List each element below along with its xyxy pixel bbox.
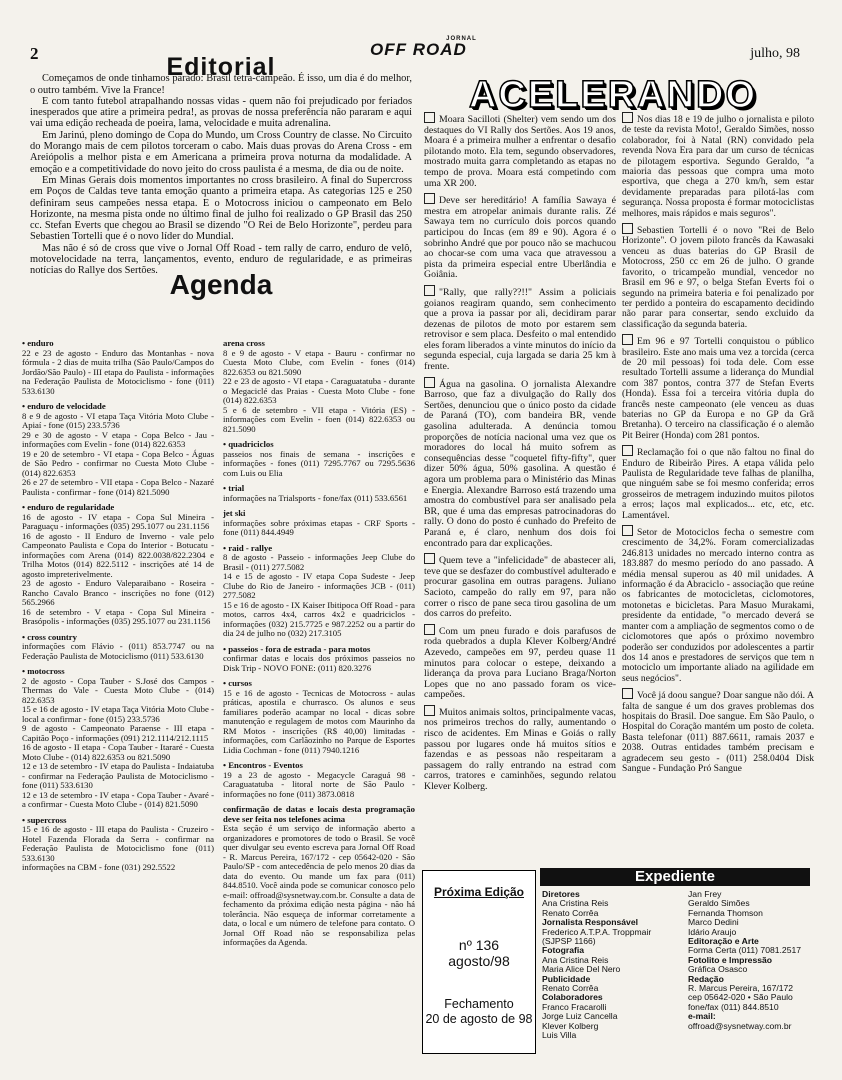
agenda-entry: 15 e 16 de agosto - III etapa do Paulista - Cruzeiro - Hotel Fazenda Florada da Serra - confirmar na Federação Paulista de Motociclismo fone (011) 533.6130 [22, 824, 214, 863]
closing-info [423, 997, 535, 1027]
news-text: Nos dias 18 e 19 de julho o jornalista e piloto de teste da revista Moto!, Geraldo Simões, nosso colaborador, foi à Natal (RN) convidado pela revenda Nova Era para dar um curso de técnicas de pilotagem esportiva. Segundo Geraldo, "a maioria das pessoas que compra uma moto esportiva, que chega a 270 km/h, sem estar devidamente preparadas para pilotá-las com segurança. Nossa proposta é formar motociclistas melhores, mais rápidos e mais seguros". [622, 114, 814, 219]
hand-pointer-icon [424, 193, 435, 204]
agenda-entry: informações sobre próximas etapas - CRF Sports - fone (011) 844.4949 [223, 517, 415, 537]
expediente-name: Maria Alice Del Nero [542, 964, 621, 975]
agenda-entry: 22 e 23 de agosto - VI etapa - Caraguatatuba - durante o Megaciclé das Praias - Cuesta Moto Clube - fone (014) 822.6353 [223, 376, 415, 405]
agenda-entry: 29 e 30 de agosto - V etapa - Copa Belco - Jau - informações com Evelin - fone (014) 822.6353 [22, 429, 214, 449]
agenda-category: • raid - rallye [223, 542, 273, 553]
expediente-role: e-mail: [688, 1011, 716, 1022]
expediente-name: R. Marcus Pereira, 167/172 [688, 983, 794, 994]
news-text: Reclamação foi o que não faltou no final do Enduro de Ribeirão Pires. A etapa válida pelo Paulista de Regularidade teve falhas de planilha, que ninguém sabe se foi mesmo conferida; erros grosseiros de metragem induzindo muitos pilotos a erros; laços mal explicados... etc, etc, etc. Lamentável. [622, 447, 814, 521]
expediente-name: Gráfica Osasco [688, 964, 748, 975]
news-text: Água na gasolina. O jornalista Alexandre Barroso, que faz a divulgação do Rally dos Sertões, denunciou que o único posto da cidade de Paraná (TO), com bandeira BR, vende gasolina adulterada. A denúncia tomou proporções de notícia nacional uma vez que os moradores do local há muito sofrem as consequências desse "coquetel fifty-fifty", quer dizer 50% água, 50% gasolina. A questão é agora um problema para o Ministério das Minas e Energia. Alexandre Barroso está trazendo uma amostra do combustível para ser analisado pela BR, que é uma das empresas patrocinadoras do rally. O dono do posto é cunhado do Prefeito de Paraná e, é claro, nenhum dos dois foi encontrado para dar explicações. [424, 378, 616, 549]
agenda-entry: Esta seção é um serviço de informação aberto a organizadores e promotores de todo o Brasil. Se você quer divulgar seu evento escreva para Jornal Off Road - R. Marcus Pereira, 167/172 - cep 05642-020 - São Paulo/SP - com antecedência de pelo menos 20 dias da data do evento. Ou mande um fax para (011) 844.8510. Você ainda pode se comunicar conosco pelo e-mail: offroad@sysnetway.com.br. Consulte a data de fechamento da próxima edição nesta página - não há tolerância. Não esqueça de informar corretamente a data, o local e um número de telefone para contato. O Jornal Off Road não se responsabiliza pelas informações da Agenda. [223, 823, 415, 947]
expediente-name: Luis Villa [542, 1030, 577, 1041]
news-text: Moara Sacilloti (Shelter) vem sendo um dos destaques do VI Rally dos Sertões. Aos 19 anos, Moara é a primeira mulher a enfrentar o desafio pilotando moto. Ela tem, segundo observadores, mostrado muita garra completando as etapas no tempo de prova. Moara está competindo com uma XR 200. [424, 114, 616, 189]
agenda-left-column [22, 333, 214, 873]
agenda-entry: informações com Flávio - (011) 853.7747 ou na Federação Paulista de Motociclismo (011) 533.6130 [22, 641, 214, 661]
expediente-name: Renato Corrêa [542, 983, 599, 994]
editorial-section [30, 53, 412, 300]
proxima-edicao-title: Próxima Edição [433, 885, 525, 899]
editorial-paragraph: Começamos de onde tinhamos parado: Brasil tetra-campeão. É isso, um dia é do melhor, o outro também. Vive la France! [30, 73, 412, 96]
expediente-name: Forma Certa (011) 7081.2517 [688, 945, 802, 956]
news-item [622, 334, 814, 441]
news-item [622, 688, 814, 774]
agenda-category: • supercross [22, 814, 67, 825]
agenda-entry: 15 e 16 de agosto - IV etapa Taça Vitória Moto Clube - local a confirmar - fone (015) 233.5736 [22, 704, 214, 724]
news-item [424, 112, 616, 189]
proxima-edicao-box [422, 870, 536, 1054]
closing-label: Fechamento [444, 997, 514, 1011]
hand-pointer-icon [424, 705, 435, 716]
hand-pointer-icon [622, 223, 633, 234]
news-text: Setor de Motociclos fecha o semestre com crescimento de 34,2%. Foram comercializadas 246.813 unidades no mercado interno contra as 183.887 do mesmo período do ano passado. A média mensal superou as 40 mil unidades. A informação é da Abraciclo - associação que reúne os fabricantes de motocicletas, ciclomotores, motonetas e bicicletas. Para Masuo Murakami, presidente da entidade, "o mercado deverá se manter com a ampliação de segmentos como o de ciclomotores que após o próximo novembro poderão ser conduzidos por adolescentes a partir dos 14 anos e prestadores de serviços que tem n motociclo um importante aliado na agilidade em seus negócios". [622, 527, 814, 684]
closing-date: 20 de agosto de 98 [425, 1012, 533, 1026]
news-text: Em 96 e 97 Tortelli conquistou o público brasileiro. Este ano mais uma vez a torcida (cerca de 20 mil pessoas) foi toda dele. Com esse resultado Tortelli assume a liderança do Mundial com 387 pontos, contra 377 de Stefan Everts (Honda). Essa foi a terceira vitória dupla do francês neste campeonato (ele venceu as duas baterias no GP da Europa e no GP da Grã Bretanha). O terceiro na classificação é o alemão Pit Beirer (Honda) com 281 pontos. [622, 336, 814, 441]
expediente-col-1 [542, 890, 680, 1041]
agenda-category: • quadriciclos [223, 439, 274, 449]
news-text: "Rally, que rally??!!" Assim a policiais goianos reagiram quando, sem conhecimento que a prova ia passar por ali, decidiram parar dezenas de pilotos de moto por estarem sem retrovisor e sem placa. Desfeito o mal entendido eles foram liberados a vinte minutos do início da segunda especial, cuja largada se daria 25 km à frente. [424, 286, 616, 373]
expediente-title: Expediente [540, 868, 810, 886]
agenda-category: • enduro de regularidade [22, 502, 115, 512]
page-header [30, 36, 800, 64]
expediente-name: Idário Araujo [688, 926, 737, 937]
agenda-category: • motocross [22, 666, 65, 676]
agenda-entry: 16 de agosto - II etapa - Copa Tauber - Itararé - Cuesta Moto Clube - (014) 822.6353 ou 821.5090 [22, 742, 214, 762]
editorial-body [30, 73, 412, 276]
expediente-role: Editoração e Arte [688, 936, 759, 947]
agenda-category: • enduro de velocidade [22, 401, 106, 411]
editorial-paragraph: Em Minas Gerais dois momentos importantes no cross brasileiro. A final do Supercross em Poços de Caldas teve tanta emoção quanto a primeira etapa. As categorias 125 e 250 definiram seus campeões nessa etapa. E o Motocross iniciou o campeonato em Belo Horizonte, na mesma pista onde no último final de julho foi realizado o GP Brasil das 250 cc. Stefan Everts que chegou ao Brasil se dizendo "O Rei de Belo Horizonte", perdeu para Sebastien Tortelli que é o novo líder do Mundial. [30, 174, 412, 243]
agenda-right-column [223, 333, 415, 948]
acelerando-title: ACELERANDO [468, 74, 758, 116]
expediente-name: Klever Kolberg [542, 1020, 599, 1031]
agenda-category: • enduro [22, 338, 54, 348]
expediente-role: Jornalista Responsável [542, 917, 639, 928]
expediente-role: Fotolito e Impressão [688, 954, 773, 965]
agenda-category: • trial [223, 483, 245, 493]
agenda-entry: 16 de setembro - V etapa - Copa Sul Mineira - Brasópolis - informações (035) 295.1077 ou 231.1156 [22, 606, 214, 626]
editorial-paragraph: Mas não é só de cross que vive o Jornal Off Road - tem rally de carro, enduro de velô, motovelocidade na terra, lançamentos, evento, enduro de regularidade, e as primeiras notícias do Rallye dos Sertões. [30, 242, 412, 277]
hand-pointer-icon [424, 377, 435, 388]
news-text: Deve ser hereditário! A família Sawaya é mestra em atropelar animais durante ralis. Zé Sawaya tem no currículo dois porcos quando participou do Incas (em 89 e 90). Agora é o sobrinho André que por pouco não se machucou ao chocar-se com uma vaca que atravessou a pista da primeira especial entre Uberlândia e Goiânia. [424, 195, 616, 281]
agenda-entry: confirmar datas e locais dos próximos passeios no Disk Trip - NOVO FONE: (011) 820.3276 [223, 653, 415, 673]
agenda-entry: 8 e 9 de agosto - V etapa - Bauru - confirmar no Cuesta Moto Clube, com Evelin - fones (014) 822.6353 ou 821.5090 [223, 347, 415, 377]
news-item [424, 377, 616, 550]
agenda-entry: 19 a 23 de agosto - Megacycle Caraguá 98 - Caraguatatuba - litoral norte de São Paulo - informações no fone (011) 3873.0818 [223, 769, 415, 799]
agenda-category: arena cross [223, 338, 265, 348]
expediente-name: cep 05642-020 • São Paulo [688, 992, 793, 1003]
hand-pointer-icon [622, 334, 633, 345]
expediente-name: Jan Frey [688, 889, 722, 899]
expediente-name: offroad@sysnetway.com.br [688, 1020, 792, 1031]
agenda-entry: informações na CBM - fone (031) 292.5522 [22, 862, 176, 872]
agenda-entry: 8 e 9 de agosto - VI etapa Taça Vitória Moto Clube - Apiaí - fone (015) 233.5736 [22, 410, 214, 430]
issue-number [423, 937, 535, 969]
agenda-entry: 22 e 23 de agosto - Enduro das Montanhas - nova fórmula - 2 dias de muita trilha (São Paulo/Campos do Jordão/São Paulo) - III etapa do Paulista - informações na Federação Paulista de Motociclismo - fone (011) 533.6130 [22, 347, 214, 396]
news-text: Você já doou sangue? Doar sangue não dói. A falta de sangue é um dos graves problemas dos hospitais do Brasil. Doe sangue. Em São Paulo, o Hospital do Coração mantém um posto de coleta. Basta telefonar (011) 887.6611, ramais 2037 e 2038. Outras entidades também precisam e agradecem seu gesto - (011) 258.0404 Disk Sangue - Fundação Pró Sangue [622, 690, 814, 774]
agenda-entry: passeios nos finais de semana - inscrições e informações - fones (011) 7295.7767 ou 7295.5636 com Luis ou Elia [223, 448, 415, 478]
expediente-name: Fernanda Thomson [688, 907, 763, 918]
hand-pointer-icon [424, 624, 435, 635]
expediente-name: (SJPSP 1166) [542, 936, 596, 947]
editorial-title: Editorial [166, 53, 276, 81]
expediente-name: Geraldo Simões [688, 898, 750, 909]
hand-pointer-icon [424, 553, 435, 564]
news-item [622, 112, 814, 219]
expediente-name: Marco Dedini [688, 917, 739, 928]
logo-text: OFF ROAD [370, 40, 467, 59]
news-item [424, 624, 616, 701]
expediente-role: Colaboradores [542, 992, 603, 1003]
hand-pointer-icon [424, 285, 435, 296]
acelerando-right-column [622, 112, 814, 778]
editorial-paragraph: E com tanto futebol atrapalhando nossas vidas - quem não foi prejudicado por feriados inesperados que atire a primeira pedra!, as provas de nossa preferência não pararam e aqui vai uma edição recheada de poeira, lama, velocidade e muita adrenalina. [30, 95, 412, 130]
agenda-entry: 14 e 15 de agosto - IV etapa Copa Sudeste - Jeep Clube do Rio de Janeiro - informações JCB - (011) 277.5082 [223, 571, 415, 600]
expediente-role: Diretores [542, 889, 580, 899]
editorial-paragraph: Em Jarinú, pleno domingo de Copa do Mundo, um Cross Country de classe. No Circuito do Morango mais de cem pilotos torceram o cabo. Mais duas provas do Arena Cross - em Areiópolis a melhor pista e em Americana a primeira prova noturna da modalidade. A emoção e a competitividade do novo jeito do cross paulista é a mesma, de dia ou de noite. [30, 129, 412, 175]
logo-sup: JORNAL [446, 36, 477, 42]
agenda-entry: 5 e 6 de setembro - VII etapa - Vitória (ES) - informações com Evelin - foen (014) 822.6353 ou 821.5090 [223, 404, 415, 434]
agenda-entry: 12 e 13 de setembro - IV etapa - Copa Tauber - Avaré - a confirmar - Cuesta Moto Clube - (014) 821.5090 [22, 789, 214, 809]
agenda-entry: 15 e 16 de agosto - Tecnicas de Motocross - aulas práticas, apostila e churrasco. Os alunos e seus familiares poderão acampar no local - dicas sobre manutenção e regulagem de motos com Maurinho da RM Motos - inscrições (R$ 40,00) limitadas - informações, com Carlãozinho no Parque de Esportes Lidia Cochman - fone (011) 7940.1216 [223, 687, 415, 755]
news-text: Quem teve a "infelicidade" de abastecer ali, teve que se desfazer do combustível adulterado e procurar gasolina em outras paragens. Juliano Sacioto, campeão do rally em 97, para não correr o risco de pane seca tirou gasolina de um dos carros do prefeito. [424, 555, 616, 620]
agenda-category: jet ski [223, 508, 246, 518]
expediente-name: Jorge Luiz Cancella [542, 1011, 618, 1022]
news-item [424, 553, 616, 620]
agenda-entry: 26 e 27 de setembro - VII etapa - Copa Belco - Nazaré Paulista - confirmar - fone (014) 821.5090 [22, 477, 214, 497]
agenda-category: • cross country [22, 631, 78, 642]
agenda-category: • passeios - fora de estrada - para motos [223, 643, 371, 654]
agenda-entry: 2 de agosto - Copa Tauber - S.José dos Campos - Thermas do Vale - Cuesta Moto Clube - (014) 822.6353 [22, 675, 214, 705]
acelerando-left-column [424, 112, 616, 797]
agenda-entry: 16 de agosto - IV etapa - Copa Sul Mineira - Paraguaçu - informações (035) 295.1077 ou 231.1156 [22, 511, 214, 531]
news-text: Muitos animais soltos, principalmente vacas, nos primeiros trechos do rally, aumentando o risco de acidentes. Em Minas e Goiás o rally passou por lugares onde há muitos sítios e fazendas e as pessoas não respeitaram a passagem do rally entrando na estrad com carros, tratores e caminhões, segundo relatou Klever Kolberg. [424, 706, 616, 793]
expediente-name: Ana Cristina Reis [542, 898, 609, 909]
expediente-name: fone/fax (011) 844.8510 [688, 1001, 779, 1012]
agenda-entry: 9 de agosto - Campeonato Paraense - III etapa - Capitão Poço - informações (091) 212.1114/212.1115 [22, 723, 214, 743]
news-item [424, 193, 616, 281]
expediente-name: Renato Corrêa [542, 907, 599, 918]
expediente-role: Fotografia [542, 945, 585, 956]
agenda-entry: 19 e 20 de setembro - VI etapa - Copa Belco - Águas de São Pedro - confirmar no Cuesta Moto Clube - (014) 822.6353 [22, 448, 214, 478]
news-item [424, 705, 616, 793]
news-item [622, 223, 814, 330]
agenda-entry: 23 de agosto - Enduro Valeparaibano - Roseira - Rancho Cavalo Branco - inscrições no fone (012) 565.2966 [22, 578, 214, 607]
news-item [622, 525, 814, 684]
agenda-entry: 12 e 13 de setembro - IV etapa do Paulista - Indaiatuba - confirmar na Federação Paulista de Motociclismo - fone (011) 533.6130 [22, 761, 214, 790]
expediente-name: Ana Cristina Reis [542, 954, 609, 965]
issue-number-value: nº 136 [458, 937, 500, 953]
agenda-entry: 15 e 16 de agosto - IX Kaiser Ibitipoca Off Road - para motos, carros 4x4, carros 4x2 e quadriciclos - informações (032) 215.7725 e 987.2252 ou a partir do dia 24 de julho no (032) 217.3105 [223, 599, 415, 638]
agenda-entry: 8 de agosto - Passeio - informações Jeep Clube do Brasil - (011) 277.5082 [223, 552, 415, 572]
expediente-col-2 [688, 890, 812, 1031]
agenda-entry: informações na Trialsports - fone/fax (011) 533.6561 [223, 492, 408, 503]
issue-date: julho, 98 [750, 46, 800, 61]
news-text: Sebastien Tortelli é o novo "Rei de Belo Horizonte". O jovem piloto francês da Kawasaki venceu as duas baterias do GP Brasil de Motocross, 250 cc em 26 de julho. O grande favorito, o tricampeão mundial, vencedor no Brasil em 96 e 97, o belga Stefan Everts foi o segundo na primeira bateria e foi penalizado por ter perdido a ponteira do escapamento decidindo não parar para consertar, sendo excluido da classificação da segunda bateria. [622, 225, 814, 330]
news-item [622, 445, 814, 521]
news-item [424, 285, 616, 373]
expediente-role: Publicidade [542, 973, 591, 984]
logo [370, 36, 477, 60]
agenda-category: • cursos [223, 678, 252, 688]
news-text: Com um pneu furado e dois parafusos de roda quebrados a dupla Klever Kolberg/André Azevedo, campeões em 97, perdeu quase 11 minutos para colocar o estepe, deixando a liderança da prova para Luciano Braga/Norton Lopes que no ano passado foram os vice-campeões. [424, 625, 616, 701]
hand-pointer-icon [622, 688, 633, 699]
expediente-name: Franco Fracarolli [542, 1001, 607, 1012]
issue-month: agosto/98 [448, 953, 510, 969]
agenda-title: Agenda [169, 268, 273, 300]
hand-pointer-icon [424, 112, 435, 123]
hand-pointer-icon [622, 112, 633, 123]
hand-pointer-icon [622, 525, 633, 536]
agenda-category: confirmação de datas e locais desta programação deve ser feita nos telefones acima [223, 804, 415, 824]
agenda-category: • Encontros - Eventos [223, 760, 303, 770]
hand-pointer-icon [622, 445, 633, 456]
page-number: 2 [30, 44, 39, 63]
agenda-entry: 16 de agosto - II Enduro de Inverno - vale pelo Campeonato Paulista e Copa do Interior - Botucatu - informações com Arena (014) 822.0038/822.2304 e Trilha Motos (014) 822.5112 - inscrições até 14 de agosto impreterivelmente. [22, 530, 214, 579]
expediente-role: Redação [688, 973, 724, 984]
expediente-name: Frederico A.T.P.A. Troppmair [542, 926, 652, 937]
